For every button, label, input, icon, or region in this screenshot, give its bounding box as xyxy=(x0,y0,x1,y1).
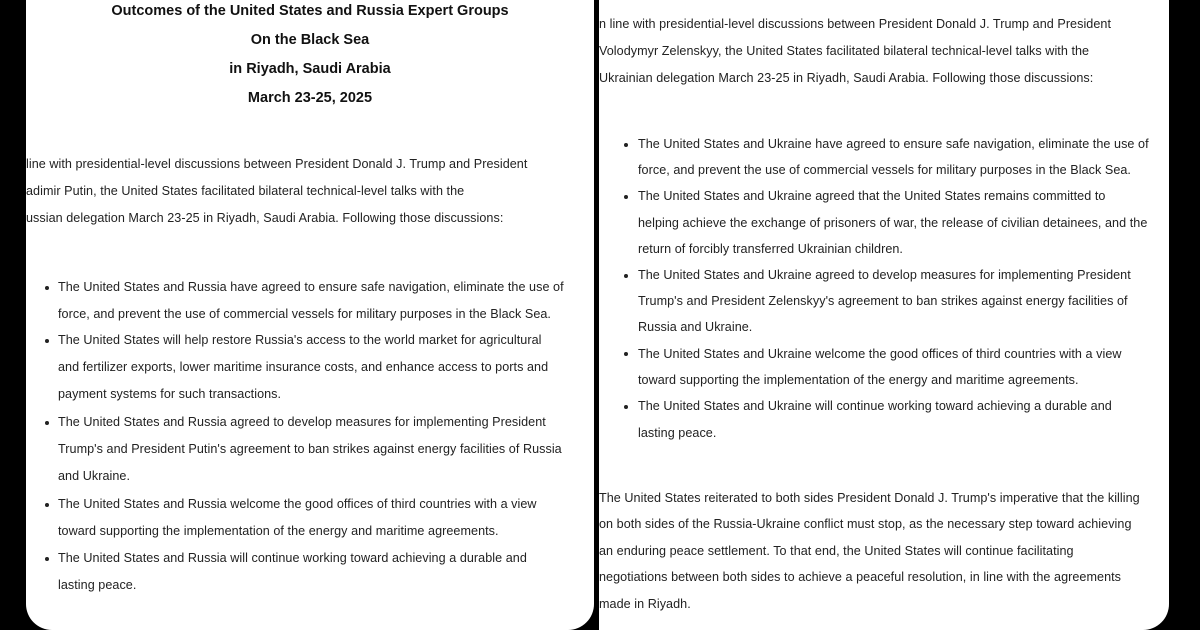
document-subtitle: On the Black Sea xyxy=(250,32,370,48)
document-date: March 23-25, 2025 xyxy=(247,90,373,106)
bullet-line: toward supporting the implementation of the energy and maritime agreements. xyxy=(638,373,1079,387)
closing-line: on both sides of the Russia-Ukraine conflict must stop, as the necessary step toward achieving xyxy=(599,517,1132,531)
closing-line: negotiations between both sides to achieve a peaceful resolution, in line with the agreements xyxy=(599,570,1122,584)
intro-line: adimir Putin, the United States facilitated bilateral technical-level talks with the xyxy=(26,184,465,198)
bullet-line: The United States and Ukraine agreed that the United States remains committed to xyxy=(638,189,1106,203)
bullet-line: lasting peace. xyxy=(638,426,717,440)
bullet-line: The United States and Ukraine will continue working toward achieving a durable and xyxy=(638,399,1112,413)
bullet-line: The United States will help restore Russia's access to the world market for agricultural xyxy=(58,333,542,347)
closing-line: The United States reiterated to both sides President Donald J. Trump's imperative that the killing xyxy=(599,491,1140,505)
bullet-marker xyxy=(624,143,628,147)
closing-line: made in Riyadh. xyxy=(599,597,691,611)
intro-line: Ukrainian delegation March 23-25 in Riyadh, Saudi Arabia. Following those discussions: xyxy=(599,71,1094,85)
bullet-line: Russia and Ukraine. xyxy=(638,320,753,334)
bullet-marker xyxy=(624,405,628,409)
bullet-line: and fertilizer exports, lower maritime insurance costs, and enhance access to ports and xyxy=(58,360,549,374)
bullet-marker xyxy=(45,286,49,290)
document-location: in Riyadh, Saudi Arabia xyxy=(229,61,391,77)
bullet-line: force, and prevent the use of commercial vessels for military purposes in the Black Sea. xyxy=(638,163,1131,177)
bullet-line: The United States and Russia have agreed to ensure safe navigation, eliminate the use of xyxy=(58,280,564,294)
bullet-marker xyxy=(624,352,628,356)
bullet-line: helping achieve the exchange of prisoners of war, the release of civilian detainees, and the xyxy=(638,216,1148,230)
bullet-line: payment systems for such transactions. xyxy=(58,387,282,401)
bullet-marker xyxy=(45,557,49,561)
bullet-line: The United States and Ukraine have agreed to ensure safe navigation, eliminate the use of xyxy=(638,137,1149,151)
bullet-line: return of forcibly transferred Ukrainian children. xyxy=(638,242,903,256)
russia-outcomes-document xyxy=(26,0,594,630)
bullet-line: Trump's and President Zelenskyy's agreement to ban strikes against energy facilities of xyxy=(638,294,1128,308)
intro-line: line with presidential-level discussions between President Donald J. Trump and President xyxy=(26,157,528,171)
bullet-line: The United States and Ukraine welcome the good offices of third countries with a view xyxy=(638,347,1122,361)
bullet-marker xyxy=(45,339,49,343)
closing-line: an enduring peace settlement. To that end, the United States will continue facilitating xyxy=(599,544,1074,558)
document-title: Outcomes of the United States and Russia Expert Groups xyxy=(111,3,509,19)
bullet-marker xyxy=(624,274,628,278)
bullet-line: Trump's and President Putin's agreement to ban strikes against energy facilities of Russia xyxy=(58,442,562,456)
bullet-marker xyxy=(45,421,49,425)
bullet-line: and Ukraine. xyxy=(58,469,131,483)
bullet-line: toward supporting the implementation of the energy and maritime agreements. xyxy=(58,524,499,538)
intro-line: Volodymyr Zelenskyy, the United States facilitated bilateral technical-level talks with the xyxy=(599,44,1090,58)
bullet-line: The United States and Russia will continue working toward achieving a durable and xyxy=(58,551,527,565)
intro-line: n line with presidential-level discussions between President Donald J. Trump and President xyxy=(599,17,1112,31)
bullet-marker xyxy=(624,195,628,199)
bullet-line: The United States and Russia welcome the good offices of third countries with a view xyxy=(58,497,537,511)
bullet-line: The United States and Ukraine agreed to develop measures for implementing President xyxy=(638,268,1131,282)
bullet-line: force, and prevent the use of commercial vessels for military purposes in the Black Sea. xyxy=(58,307,551,321)
bullet-line: lasting peace. xyxy=(58,578,137,592)
ukraine-outcomes-document xyxy=(599,0,1169,630)
intro-line: ussian delegation March 23-25 in Riyadh, Saudi Arabia. Following those discussions: xyxy=(26,211,504,225)
bullet-line: The United States and Russia agreed to develop measures for implementing President xyxy=(58,415,546,429)
bullet-marker xyxy=(45,503,49,507)
